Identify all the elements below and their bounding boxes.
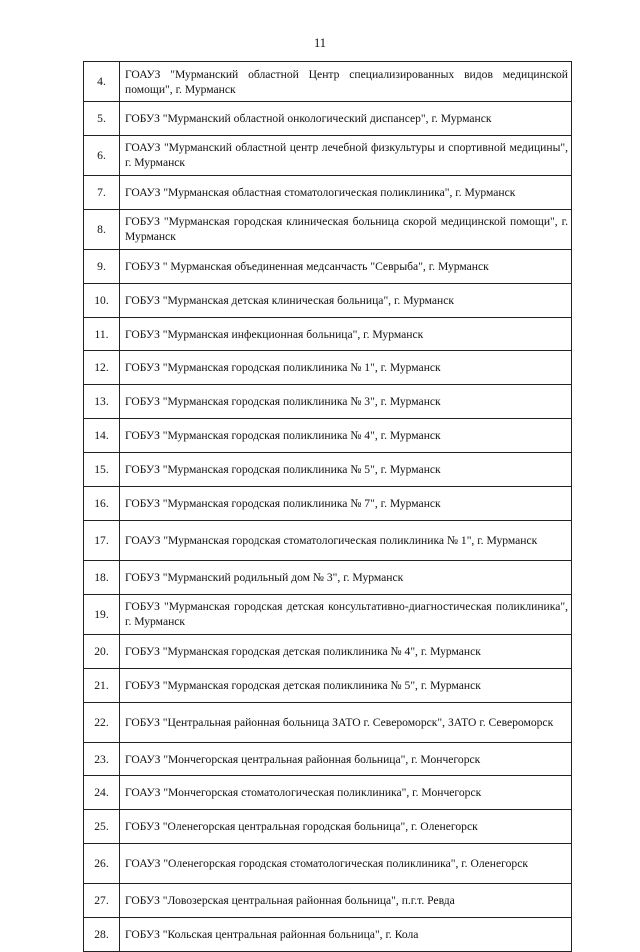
row-number-cell: 7. <box>84 175 120 209</box>
institution-name-cell: ГОБУЗ "Мурманская городская клиническая больница скорой медицинской помощи", г. Мурманск <box>120 209 572 249</box>
table-row <box>84 385 572 419</box>
row-number-cell: 18. <box>84 560 120 594</box>
institution-name-cell: ГОБУЗ "Мурманский областной онкологический диспансер", г. Мурманск <box>120 102 572 136</box>
institution-name-cell: ГОБУЗ "Мурманская городская поликлиника № 3", г. Мурманск <box>120 385 572 419</box>
page-number: 11 <box>313 36 327 50</box>
table-row <box>84 283 572 317</box>
institutions-table <box>83 61 572 952</box>
row-number-cell: 21. <box>84 668 120 702</box>
table-row <box>84 884 572 918</box>
table-row <box>84 351 572 385</box>
table-row <box>84 175 572 209</box>
row-number-cell: 25. <box>84 810 120 844</box>
row-number-cell: 12. <box>84 351 120 385</box>
table-row <box>84 776 572 810</box>
institution-name-cell: ГОБУЗ "Мурманская городская поликлиника № 4", г. Мурманск <box>120 419 572 453</box>
table-row <box>84 102 572 136</box>
row-number-cell: 16. <box>84 487 120 521</box>
institution-name-cell: ГОАУЗ "Оленегорская городская стоматологическая поликлиника", г. Оленегорск <box>120 844 572 884</box>
institution-name-cell: ГОБУЗ "Мурманская городская детская поликлиника № 5", г. Мурманск <box>120 668 572 702</box>
institution-name-cell: ГОБУЗ "Мурманская городская поликлиника № 1", г. Мурманск <box>120 351 572 385</box>
row-number-cell: 23. <box>84 742 120 776</box>
table-row <box>84 594 572 634</box>
row-number-cell: 6. <box>84 135 120 175</box>
row-number-cell: 28. <box>84 918 120 952</box>
table-row <box>84 702 572 742</box>
institution-name-cell: ГОБУЗ "Оленегорская центральная городская больница", г. Оленегорск <box>120 810 572 844</box>
table-row <box>84 209 572 249</box>
institution-name-cell: ГОБУЗ "Мурманская детская клиническая больница", г. Мурманск <box>120 283 572 317</box>
table-row <box>84 135 572 175</box>
table-row <box>84 810 572 844</box>
row-number-cell: 11. <box>84 317 120 351</box>
institution-name-cell: ГОБУЗ "Мурманская городская поликлиника № 5", г. Мурманск <box>120 453 572 487</box>
institution-name-cell: ГОАУЗ "Мурманская городская стоматологическая поликлиника № 1", г. Мурманск <box>120 520 572 560</box>
row-number-cell: 9. <box>84 249 120 283</box>
table-row <box>84 419 572 453</box>
institution-name-cell: ГОБУЗ " Мурманская объединенная медсанчасть "Севрыба", г. Мурманск <box>120 249 572 283</box>
table-row <box>84 317 572 351</box>
table-row <box>84 844 572 884</box>
institution-name-cell: ГОАУЗ "Мурманский областной центр лечебной физкультуры и спортивной медицины", г. Мурманск <box>120 135 572 175</box>
row-number-cell: 26. <box>84 844 120 884</box>
table-row <box>84 668 572 702</box>
institution-name-cell: ГОБУЗ "Мурманская инфекционная больница", г. Мурманск <box>120 317 572 351</box>
row-number-cell: 8. <box>84 209 120 249</box>
table-row <box>84 453 572 487</box>
institutions-table-body <box>84 62 572 952</box>
row-number-cell: 22. <box>84 702 120 742</box>
row-number-cell: 10. <box>84 283 120 317</box>
row-number-cell: 4. <box>84 62 120 102</box>
institution-name-cell: ГОБУЗ "Мурманская городская детская консультативно-диагностическая поликлиника", г. Мурманск <box>120 594 572 634</box>
institution-name-cell: ГОАУЗ "Мончегорская центральная районная больница", г. Мончегорск <box>120 742 572 776</box>
institution-name-cell: ГОАУЗ "Мурманский областной Центр специализированных видов медицинской помощи", г. Мурманск <box>120 62 572 102</box>
row-number-cell: 5. <box>84 102 120 136</box>
table-row <box>84 62 572 102</box>
row-number-cell: 19. <box>84 594 120 634</box>
table-row <box>84 249 572 283</box>
institution-name-cell: ГОБУЗ "Мурманская городская поликлиника № 7", г. Мурманск <box>120 487 572 521</box>
table-row <box>84 742 572 776</box>
row-number-cell: 27. <box>84 884 120 918</box>
row-number-cell: 14. <box>84 419 120 453</box>
institution-name-cell: ГОБУЗ "Центральная районная больница ЗАТО г. Североморск", ЗАТО г. Североморск <box>120 702 572 742</box>
institution-name-cell: ГОБУЗ "Мурманская городская детская поликлиника № 4", г. Мурманск <box>120 634 572 668</box>
row-number-cell: 24. <box>84 776 120 810</box>
institution-name-cell: ГОБУЗ "Ловозерская центральная районная больница", п.г.т. Ревда <box>120 884 572 918</box>
table-row <box>84 520 572 560</box>
row-number-cell: 17. <box>84 520 120 560</box>
row-number-cell: 13. <box>84 385 120 419</box>
institution-name-cell: ГОБУЗ "Кольская центральная районная больница", г. Кола <box>120 918 572 952</box>
row-number-cell: 15. <box>84 453 120 487</box>
table-row <box>84 487 572 521</box>
table-row <box>84 560 572 594</box>
institution-name-cell: ГОБУЗ "Мурманский родильный дом № 3", г. Мурманск <box>120 560 572 594</box>
row-number-cell: 20. <box>84 634 120 668</box>
table-row <box>84 634 572 668</box>
institution-name-cell: ГОАУЗ "Мончегорская стоматологическая поликлиника", г. Мончегорск <box>120 776 572 810</box>
institution-name-cell: ГОАУЗ "Мурманская областная стоматологическая поликлиника", г. Мурманск <box>120 175 572 209</box>
table-row <box>84 918 572 952</box>
